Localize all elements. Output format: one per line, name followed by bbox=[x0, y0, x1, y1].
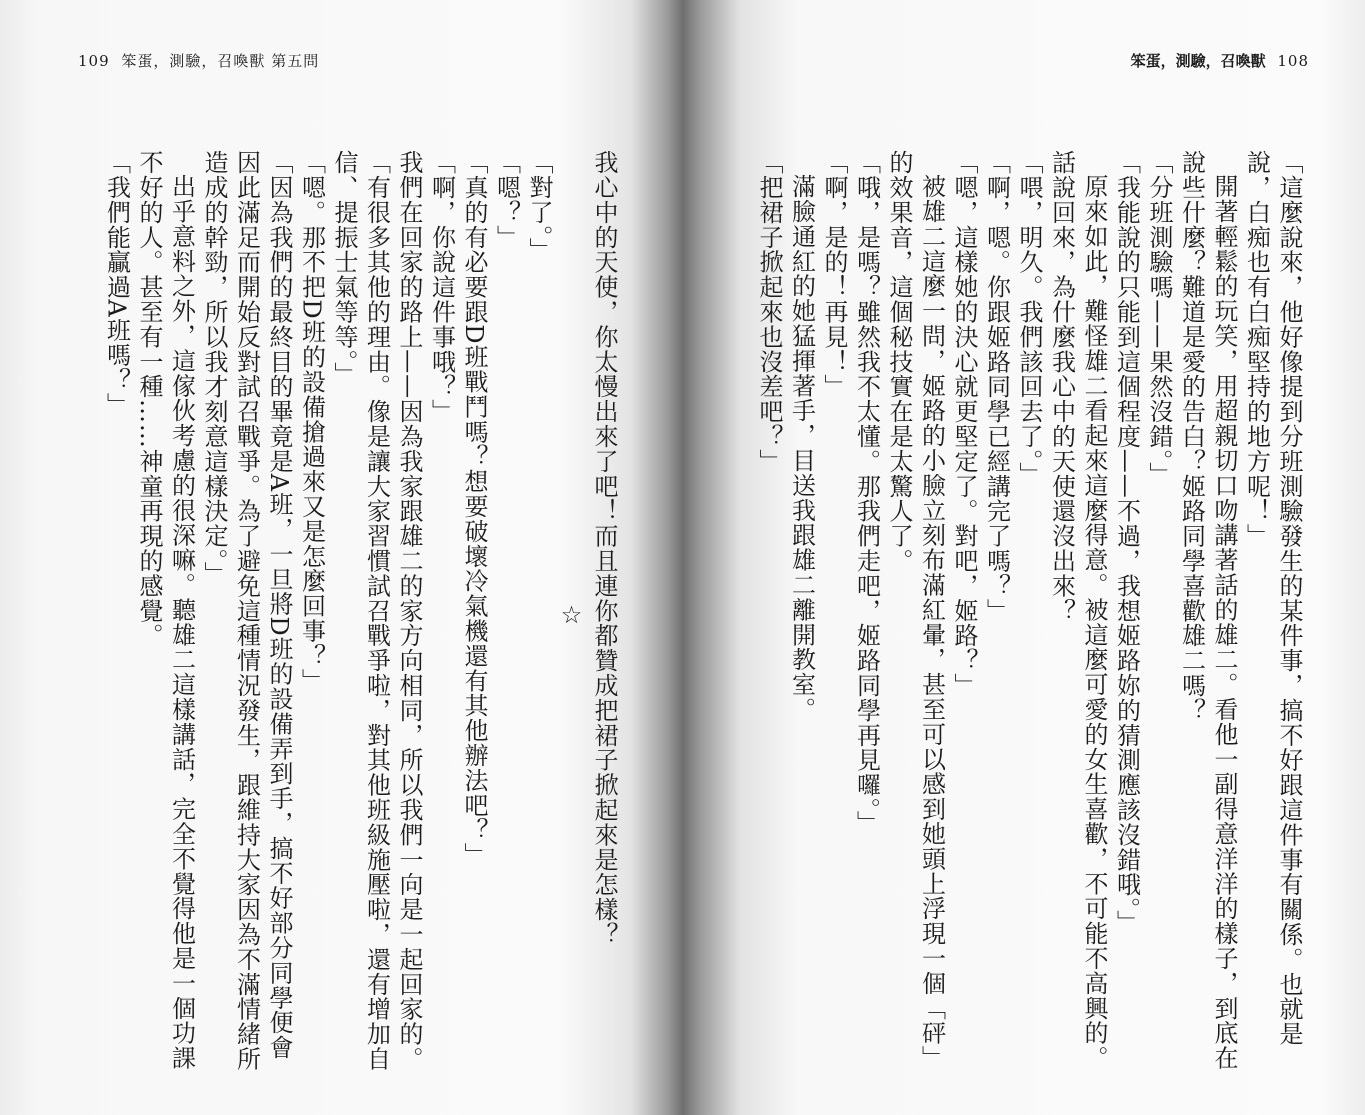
paragraph: 「我能說的只能到這個程度——不過，我想姬路妳的猜測應該沒錯哦。」 bbox=[1112, 150, 1141, 935]
paragraph: 我心中的天使，你太慢出來了吧！而且連你都贊成把裙子掀起來是怎樣？ bbox=[590, 150, 618, 947]
paragraph: 「啊，嗯。你跟姬路同學已經講完了嗎？」 bbox=[982, 150, 1011, 624]
paragraph: 「啊，你說這件事哦？」 bbox=[427, 150, 456, 424]
paragraph: 「嗯，這樣她的決心就更堅定了。對吧，姬路？」 bbox=[950, 150, 978, 698]
paragraph: 「分班測驗嗎——果然沒錯。」 bbox=[1145, 150, 1173, 487]
paragraph: 「嗯？」 bbox=[492, 150, 521, 250]
paragraph: 出乎意料之外，這傢伙考慮的很深嘛。聽雄二這樣講話，完全不覺得他是一個功課不好的人。甚至有一種……神童再現的感覺。 bbox=[135, 150, 196, 1071]
left-page-header bbox=[72, 50, 319, 71]
paragraph: 原來如此，難怪雄二看起來這麼得意。被這麼可愛的女生喜歡，不可能不高興的。話說回來，為什麼我心中的天使還沒出來？ bbox=[1047, 150, 1108, 1071]
paragraph: 開著輕鬆的玩笑，用超親切口吻講著話的雄二。看他一副得意洋洋的樣子，到底在說些什麼？難道是愛的告白？姬路同學喜歡雄二嗎？ bbox=[1177, 150, 1238, 1071]
running-title: 笨蛋，測驗，召喚獸 bbox=[1130, 52, 1266, 70]
paragraph: 「把裙子掀起來也沒差吧？」 bbox=[755, 150, 783, 474]
right-page-text bbox=[745, 150, 1305, 1080]
paragraph: 我們在回家的路上——因為我家跟雄二的家方向相同，所以我們一向是一起回家的。 bbox=[395, 150, 423, 1072]
paragraph: 被雄二這麼一問，姬路的小臉立刻布滿紅暈，甚至可以感到她頭上浮現一個「砰」的效果音，這個秘技實在是太驚人了。 bbox=[885, 150, 946, 1071]
paragraph: 「有很多其他的理由。像是讓大家習慣試召戰爭啦，對其他班級施壓啦，還有增加自信、提振士氣等等。」 bbox=[330, 150, 391, 1072]
paragraph: 「哦，是嗎？雖然我不太懂。那我們走吧，姬路同學再見囉。」 bbox=[852, 150, 881, 836]
left-page bbox=[0, 0, 670, 1115]
left-page-text bbox=[60, 150, 620, 1080]
page-number: 109 bbox=[78, 52, 110, 70]
paragraph: 「因為我們的最終目的畢竟是A班，一旦將D班的設備弄到手，搞不好部分同學便會因此滿足而開始反對試召戰爭。為了避免這種情況發生，跟維持大家因為不滿情緒所造成的幹勁，所以我才刻意這樣決定。」 bbox=[200, 150, 293, 1072]
section-break-star: ☆ bbox=[557, 600, 586, 630]
paragraph: 滿臉通紅的她猛揮著手，目送我跟雄二離開教室。 bbox=[787, 174, 816, 722]
paragraph: 「真的有必要跟D班戰鬥嗎？想要破壞冷氣機還有其他辦法吧？」 bbox=[460, 150, 488, 868]
running-title: 笨蛋，測驗，召喚獸 第五問 bbox=[121, 52, 320, 70]
paragraph: 「對了。」 bbox=[525, 150, 553, 263]
right-page-header bbox=[1131, 50, 1315, 71]
paragraph: 「嗯。那不把D班的設備搶過來又是怎麼回事？」 bbox=[297, 150, 326, 694]
paragraph: 「這麼說來，他好像提到分班測驗發生的某件事，搞不好跟這件事有關係。也就是說，白痴也有白痴堅持的地方呢！」 bbox=[1242, 150, 1303, 1047]
right-page bbox=[695, 0, 1365, 1115]
paragraph: 「喂，明久。我們該回去了。」 bbox=[1015, 150, 1043, 487]
paragraph: 「我們能贏過A班嗎？」 bbox=[102, 150, 131, 418]
page-number: 108 bbox=[1277, 52, 1309, 70]
paragraph: 「啊，是的！再見！」 bbox=[820, 150, 848, 399]
